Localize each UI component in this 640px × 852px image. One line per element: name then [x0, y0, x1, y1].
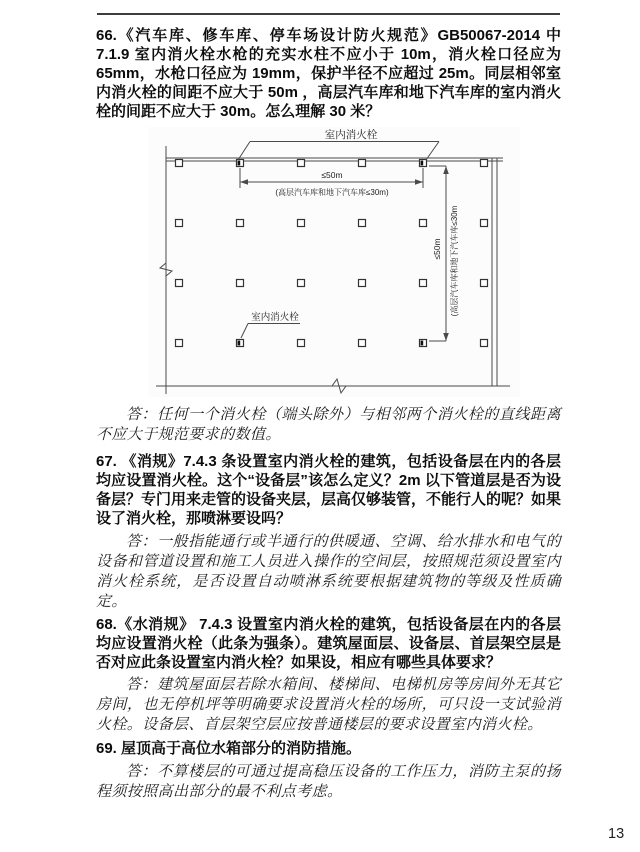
hydrant-symbol	[359, 220, 366, 227]
hydrant-layout-diagram	[148, 127, 520, 397]
hydrant-symbol	[359, 280, 366, 287]
page-number: 13	[608, 826, 625, 842]
question-67: 67. 《消规》7.4.3 条设置室内消火栓的建筑，包括设备层在内的各层均应设置消火栓。这个“设备层”该怎么定义？2m 以下管道层是否为设备层？专门用来走管的设备夹层，层高仅够装管，不能行人的呢？如果设了消火栓，那喷淋要设吗？	[96, 453, 562, 527]
hydrant-symbol-marked-fill	[421, 341, 424, 346]
question-66: 66.《汽车库、修车库、停车场设计防火规范》GB50067-2014 中 7.1.9 室内消火栓水枪的充实水柱不应小于 10m，消火栓口径应为 65mm，水枪口径应为 19mm，保护半径不应超过 25m。同层相邻室内消火栓的间距不应大于 50m ，高层汽车库和地下汽车库的室内消火栓的间距不应大于 30m。怎么理解 30 米？	[96, 27, 561, 120]
hydrant-symbol-marked-fill	[238, 341, 241, 346]
hydrant-symbol	[176, 280, 183, 287]
horizontal-dimension	[240, 168, 423, 197]
inner-hydrant-callout	[241, 311, 300, 338]
hydrant-symbol	[481, 160, 488, 167]
hydrant-symbol	[237, 220, 244, 227]
hydrant-symbol	[176, 340, 183, 347]
hydrant-symbol	[481, 280, 488, 287]
answer-68: 答：建筑屋面层若除水箱间、楼梯间、电梯机房等房间外无其它房间，也无停机坪等明确要求设置消火栓的场所，可只设一支试验消火栓。设备层、首层架空层应按普通楼层的要求设置室内消火栓。	[96, 677, 561, 733]
hydrant-symbol	[359, 340, 366, 347]
top-hydrant-label: 室内消火栓	[324, 129, 378, 141]
hydrant-symbol-marked-fill	[238, 161, 241, 166]
answer-69: 答：不算楼层的可通过提高稳压设备的工作压力，消防主泵的扬程须按照高出部分的最不利点考虑。	[96, 764, 561, 800]
hydrant-symbol	[298, 220, 305, 227]
h-dim-secondary-label: (高层汽车库和地下汽车库≤30m)	[275, 188, 389, 197]
arrowhead-down-icon	[443, 333, 449, 341]
leader-line-right	[426, 142, 439, 161]
hydrant-symbol	[420, 220, 427, 227]
question-68: 68.《水消规》 7.4.3 设置室内消火栓的建筑，包括设备层在内的各层均应设置消火栓（此条为强条）。建筑屋面层、设备层、首层架空层是否对应此条设置室内消火栓？如果设，相应有哪些具体要求？	[96, 616, 561, 671]
arrowhead-right-icon	[415, 179, 423, 185]
h-dim-primary-label: ≤50m	[321, 170, 343, 180]
v-dim-secondary-label: (高层汽车库和地下汽车库≤30m	[450, 205, 459, 317]
answer-67: 答：一般指能通行或半通行的供暖通、空调、给水排水和电气的设备和管道设置和施工人员进入操作的空间层，按照规范须设置室内消火栓系统，是否设置自动喷淋系统要根据建筑物的等级及性质确定。	[96, 534, 561, 610]
arrowhead-left-icon	[240, 179, 248, 185]
arrowhead-up-icon	[443, 166, 449, 174]
hydrant-symbol	[359, 160, 366, 167]
hydrant-symbol	[298, 280, 305, 287]
hydrant-symbol	[237, 280, 244, 287]
hydrant-symbol	[176, 160, 183, 167]
vertical-dimension	[429, 166, 459, 341]
top-hydrant-callout	[238, 128, 439, 160]
page-header-rule	[97, 13, 560, 15]
document-body	[96, 21, 561, 802]
answer-66: 答：任何一个消火栓（端头除外）与相邻两个消火栓的直线距离不应大于规范要求的数值。	[96, 407, 561, 443]
hydrant-symbol-marked-fill	[421, 161, 424, 166]
v-dim-primary-label: ≤50m	[432, 238, 442, 260]
hydrant-symbol	[481, 340, 488, 347]
question-69: 69. 屋顶高于高位水箱部分的消防措施。	[96, 740, 362, 757]
inner-hydrant-label: 室内消火栓	[251, 312, 299, 323]
hydrant-symbol	[420, 280, 427, 287]
leader-line	[241, 324, 248, 339]
hydrant-symbol	[176, 220, 183, 227]
hydrant-layout-figure	[96, 127, 561, 397]
hydrant-symbol	[481, 220, 488, 227]
hydrant-symbol	[298, 340, 305, 347]
hydrant-symbol	[298, 160, 305, 167]
leader-line-left	[238, 142, 250, 161]
